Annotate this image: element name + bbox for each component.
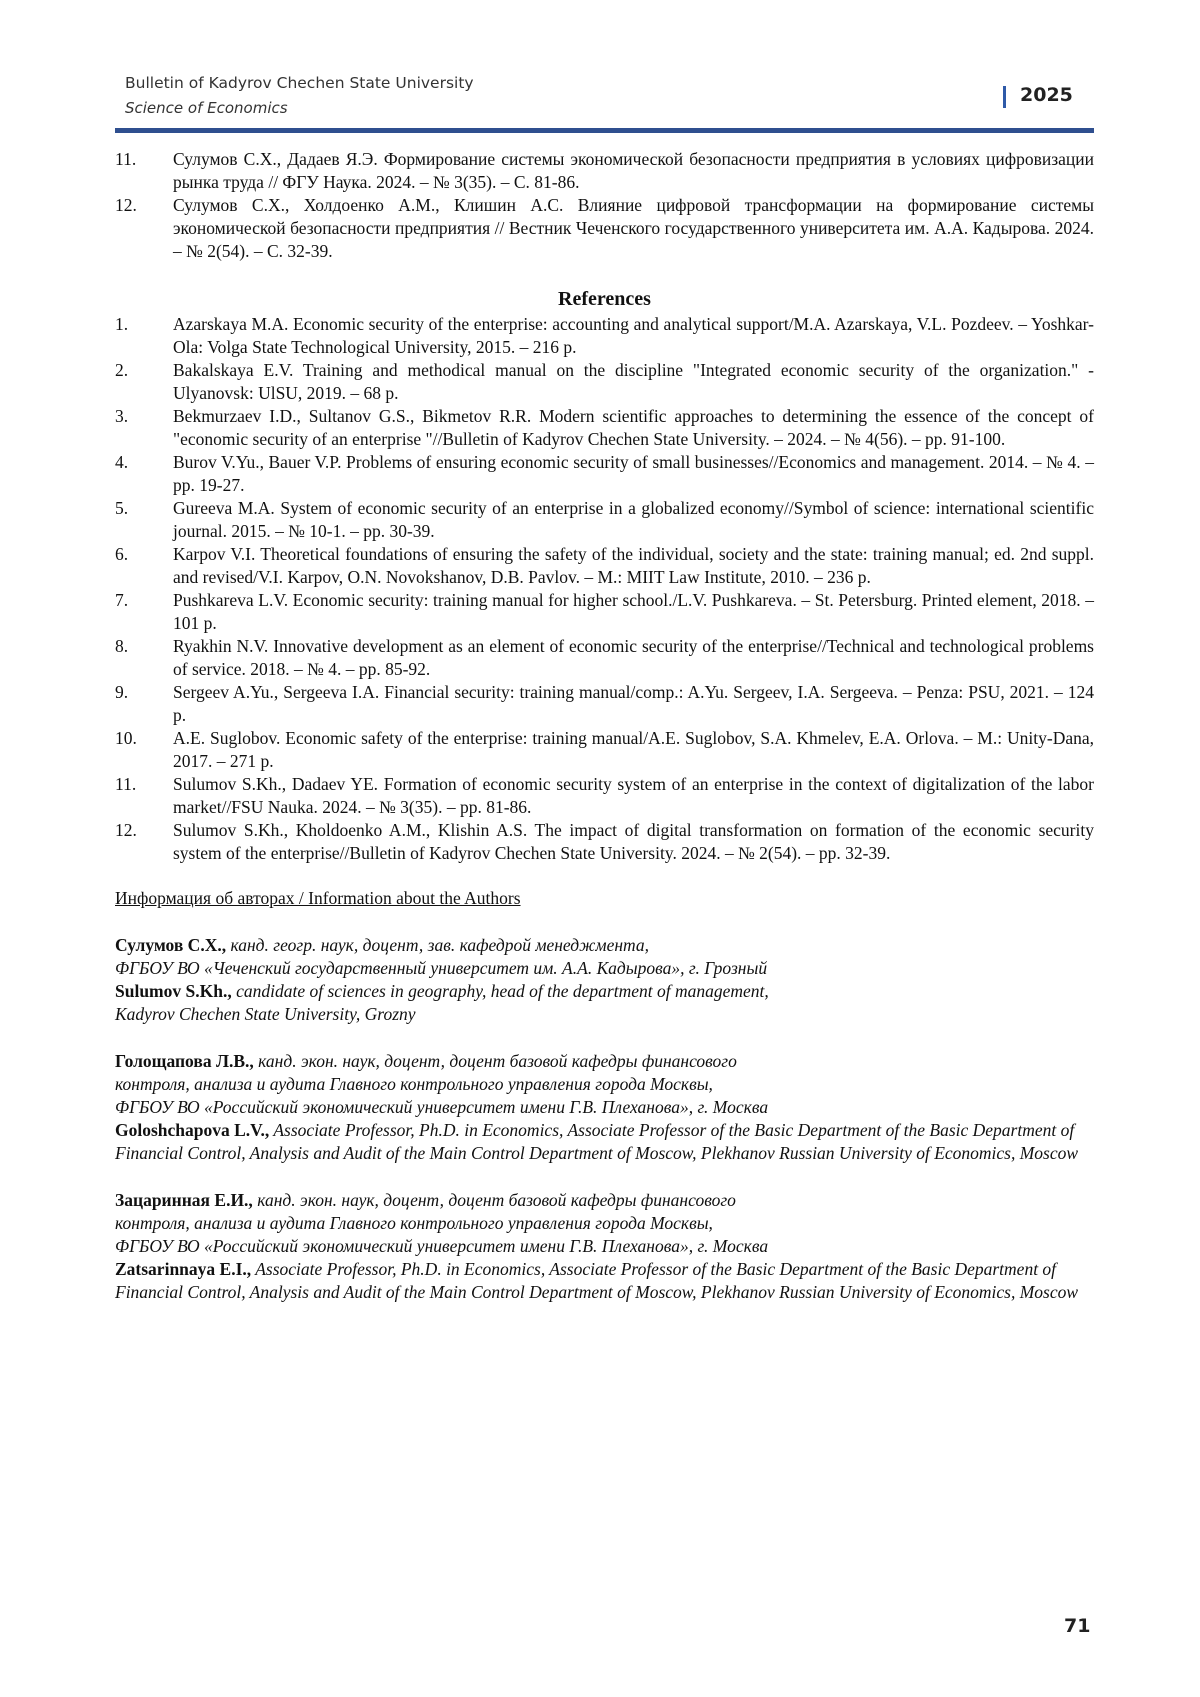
journal-subtitle: Science of Economics	[125, 99, 288, 117]
reference-item	[115, 681, 1094, 727]
reference-number: 8.	[115, 636, 129, 656]
author-name: Goloshchapova L.V.,	[115, 1120, 270, 1140]
author-line	[115, 934, 1094, 957]
year-divider	[1003, 86, 1006, 108]
reference-text: Karpov V.I. Theoretical foundations of ensuring the safety of the individual, society and the state: training manual; ed. 2nd suppl. and revised/V.I. Karpov, O.N. Novokshanov, D.B. Pavlov. – M.: MIIT Law Institute, 2010. – 236 p.	[173, 544, 1094, 587]
reference-text: Sulumov S.Kh., Dadaev YE. Formation of economic security system of an enterprise in the context of digitalization of the labor market//FSU Nauka. 2024. – № 3(35). – pp. 81-86.	[173, 774, 1094, 817]
reference-number: 11.	[115, 774, 137, 794]
reference-number: 11.	[115, 149, 137, 169]
author-line	[115, 980, 1094, 1003]
reference-number: 9.	[115, 682, 129, 702]
author-details: контроля, анализа и аудита Главного контрольного управления города Москвы,	[115, 1074, 713, 1094]
russian-reference-list	[115, 148, 1094, 263]
reference-item	[115, 451, 1094, 497]
reference-number: 4.	[115, 452, 129, 472]
author-block-zatsarinnaya	[115, 1189, 1094, 1304]
references-title: References	[558, 288, 651, 310]
reference-text: Сулумов С.Х., Холдоенко А.М., Клишин А.С. Влияние цифровой трансформации на формирование системы экономической безопасности предприятия // Вестник Чеченского государственного университета им. А.А. Кадырова. 2024. – № 2(54). – С. 32-39.	[173, 195, 1094, 261]
reference-list	[115, 313, 1094, 865]
reference-item	[115, 773, 1094, 819]
reference-number: 5.	[115, 498, 129, 518]
author-line	[115, 1073, 1094, 1096]
author-line	[115, 1119, 1094, 1165]
reference-number: 6.	[115, 544, 129, 564]
author-details: контроля, анализа и аудита Главного контрольного управления города Москвы,	[115, 1213, 713, 1233]
author-line	[115, 1258, 1094, 1304]
journal-title: Bulletin of Kadyrov Chechen State University	[125, 74, 474, 92]
author-line	[115, 1096, 1094, 1119]
reference-item	[115, 819, 1094, 865]
reference-item	[115, 405, 1094, 451]
author-details: ФГБОУ ВО «Российский экономический университет имени Г.В. Плеханова», г. Москва	[115, 1236, 769, 1256]
page-header	[125, 72, 1085, 124]
reference-text: Bekmurzaev I.D., Sultanov G.S., Bikmetov R.R. Modern scientific approaches to determining the essence of the concept of "economic security of an enterprise "//Bulletin of Kadyrov Chechen State University. – 2024. – № 4(56). – pp. 91-100.	[173, 406, 1094, 449]
reference-text: Pushkareva L.V. Economic security: training manual for higher school./L.V. Pushkareva. – St. Petersburg. Printed element, 2018. – 101 p.	[173, 590, 1094, 633]
author-line	[115, 1189, 1094, 1212]
reference-item	[115, 589, 1094, 635]
reference-item	[115, 313, 1094, 359]
reference-text: Gureeva M.A. System of economic security of an enterprise in a globalized economy//Symbol of science: international scientific journal. 2015. – № 10-1. – pp. 30-39.	[173, 498, 1094, 541]
reference-number: 2.	[115, 360, 129, 380]
author-block-goloshchapova	[115, 1050, 1094, 1165]
author-details: Associate Professor, Ph.D. in Economics, Associate Professor of the Basic Department of the Basic Department of Financial Control, Analysis and Audit of the Main Control Department of Moscow, Plekhanov Russian University of Economics, Moscow	[115, 1120, 1079, 1163]
reference-text: Burov V.Yu., Bauer V.P. Problems of ensuring economic security of small businesses//Economics and management. 2014. – № 4. – pp. 19-27.	[173, 452, 1094, 495]
reference-text: Sergeev A.Yu., Sergeeva I.A. Financial security: training manual/comp.: A.Yu. Sergeev, I.A. Sergeeva. – Penza: PSU, 2021. – 124 p.	[173, 682, 1094, 725]
author-details: Kadyrov Chechen State University, Grozny	[115, 1004, 416, 1024]
authors-heading: Информация об авторах / Information about the Authors	[115, 888, 521, 908]
author-details: candidate of sciences in geography, head of the department of management,	[231, 981, 769, 1001]
reference-item	[115, 727, 1094, 773]
reference-number: 7.	[115, 590, 129, 610]
author-name: Sulumov S.Kh.,	[115, 981, 232, 1001]
author-line	[115, 1003, 1094, 1026]
reference-text: Bakalskaya E.V. Training and methodical manual on the discipline "Integrated economic security of the organization." - Ulyanovsk: UlSU, 2019. – 68 p.	[173, 360, 1094, 403]
reference-text: Sulumov S.Kh., Kholdoenko A.M., Klishin A.S. The impact of digital transformation on formation of the economic security system of the enterprise//Bulletin of Kadyrov Chechen State University. 2024. – № 2(54). – pp. 32-39.	[173, 820, 1094, 863]
russian-reference-item	[115, 194, 1094, 263]
author-line	[115, 1212, 1094, 1235]
reference-number: 12.	[115, 195, 137, 215]
reference-number: 10.	[115, 728, 137, 748]
author-name: Голощапова Л.В.,	[115, 1051, 254, 1071]
reference-item	[115, 543, 1094, 589]
page-content	[115, 148, 1094, 1304]
author-details: канд. экон. наук, доцент, доцент базовой кафедры финансового	[253, 1051, 737, 1071]
author-name: Сулумов С.Х.,	[115, 935, 227, 955]
reference-number: 1.	[115, 314, 129, 334]
reference-text: Ryakhin N.V. Innovative development as an element of economic security of the enterprise//Technical and technological problems of service. 2018. – № 4. – pp. 85-92.	[173, 636, 1094, 679]
page-number: 71	[1064, 1615, 1091, 1637]
reference-item	[115, 497, 1094, 543]
author-line	[115, 957, 1094, 980]
author-details: канд. геогр. наук, доцент, зав. кафедрой менеджмента,	[226, 935, 649, 955]
author-block-sulumov	[115, 934, 1094, 1026]
reference-number: 3.	[115, 406, 129, 426]
reference-text: A.E. Suglobov. Economic safety of the enterprise: training manual/A.E. Suglobov, S.A. Khmelev, E.A. Orlova. – M.: Unity-Dana, 2017. – 271 p.	[173, 728, 1094, 771]
reference-item	[115, 635, 1094, 681]
author-name: Zatsarinnaya E.I.,	[115, 1259, 252, 1279]
reference-text: Сулумов С.Х., Дадаев Я.Э. Формирование системы экономической безопасности предприятия в условиях цифровизации рынка труда // ФГУ Наука. 2024. – № 3(35). – С. 81-86.	[173, 149, 1094, 192]
issue-year: 2025	[1020, 84, 1073, 106]
author-line	[115, 1235, 1094, 1258]
author-details: канд. экон. наук, доцент, доцент базовой кафедры финансового	[252, 1190, 736, 1210]
author-name: Зацаринная Е.И.,	[115, 1190, 253, 1210]
reference-text: Azarskaya M.A. Economic security of the enterprise: accounting and analytical support/M.A. Azarskaya, V.L. Pozdeev. – Yoshkar-Ola: Volga State Technological University, 2015. – 216 p.	[173, 314, 1094, 357]
author-line	[115, 1050, 1094, 1073]
header-rule	[115, 128, 1094, 133]
reference-item	[115, 359, 1094, 405]
author-details: ФГБОУ ВО «Чеченский государственный университет им. А.А. Кадырова», г. Грозный	[115, 958, 768, 978]
russian-reference-item	[115, 148, 1094, 194]
reference-number: 12.	[115, 820, 137, 840]
author-details: Associate Professor, Ph.D. in Economics, Associate Professor of the Basic Department of the Basic Department of Financial Control, Analysis and Audit of the Main Control Department of Moscow, Plekhanov Russian University of Economics, Moscow	[115, 1259, 1079, 1302]
author-details: ФГБОУ ВО «Российский экономический университет имени Г.В. Плеханова», г. Москва	[115, 1097, 769, 1117]
